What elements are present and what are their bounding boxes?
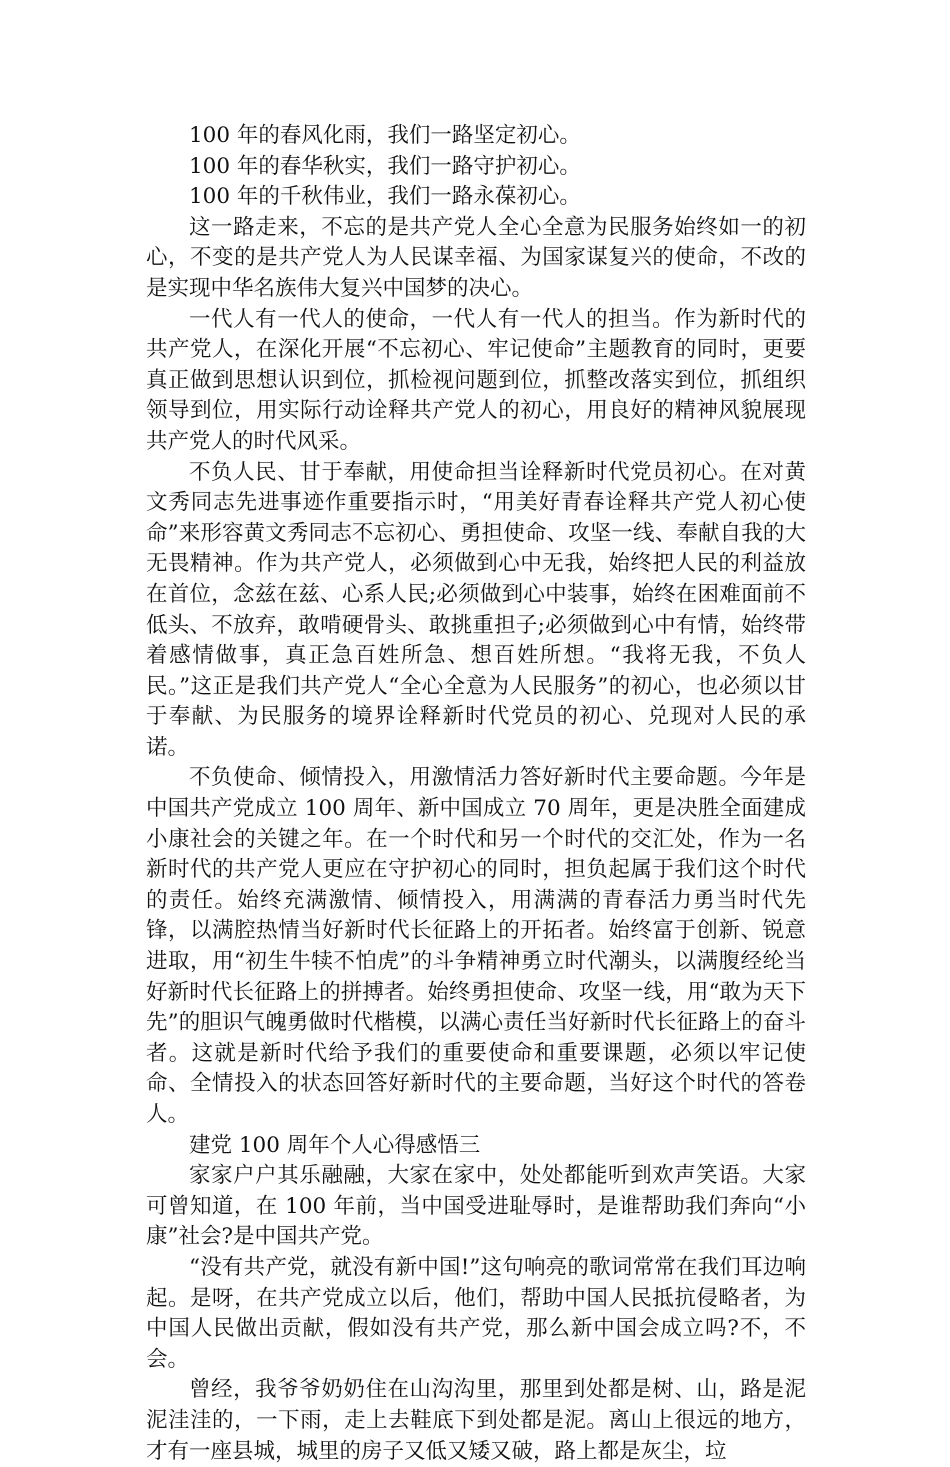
paragraph: 不负使命、倾情投入，用激情活力答好新时代主要命题。今年是中国共产党成立 100 周年、新中国成立 70 周年，更是决胜全面建成小康社会的关键之年。在一个时代和另一个时代的交汇处，作为一名新时代的共产党人更应在守护初心的同时，担负起属于我们这个时代的责任。始终充满激情、倾情投入，用满满的青春活力勇当时代先锋，以满腔热情当好新时代长征路上的开拓者。始终富于创新、锐意进取，用“初生牛犊不怕虎”的斗争精神勇立时代潮头，以满腹经纶当好新时代长征路上的拼搏者。始终勇担使命、攻坚一线，用“敢为天下先”的胆识气魄勇做时代楷模，以满心责任当好新时代长征路上的奋斗者。这就是新时代给予我们的重要使命和重要课题，必须以牢记使命、全情投入的状态回答好新时代的主要命题，当好这个时代的答卷人。 <box>146 765 806 1127</box>
paragraph: 不负人民、甘于奉献，用使命担当诠释新时代党员初心。在对黄文秀同志先进事迹作重要指示时，“用美好青春诠释共产党人初心使命”来形容黄文秀同志不忘初心、勇担使命、攻坚一线、奉献自我的大无畏精神。作为共产党人，必须做到心中无我，始终把人民的利益放在首位，念兹在兹、心系人民;必须做到心中装事，始终在困难面前不低头、不放弃，敢啃硬骨头、敢挑重担子;必须做到心中有情，始终带着感情做事，真正急百姓所急、想百姓所想。“我将无我，不负人民。”这正是我们共产党人“全心全意为人民服务”的初心，也必须以甘于奉献、为民服务的境界诠释新时代党员的初心、兑现对人民的承诺。 <box>146 459 806 760</box>
paragraph: 家家户户其乐融融，大家在家中，处处都能听到欢声笑语。大家可曾知道，在 100 年前，当中国受进耻辱时，是谁帮助我们奔向“小康”社会?是中国共产党。 <box>146 1163 806 1250</box>
section-heading: 建党 100 周年个人心得感悟三 <box>189 1132 481 1158</box>
paragraph: 100 年的千秋伟业，我们一路永葆初心。 <box>189 184 581 210</box>
paragraph: “没有共产党，就没有新中国!”这句响亮的歌词常常在我们耳边响起。是呀，在共产党成立以后，他们，帮助中国人民抵抗侵略者，为中国人民做出贡献，假如没有共产党，那么新中国会成立吗?不，不会。 <box>146 1254 806 1372</box>
paragraph: 这一路走来，不忘的是共产党人全心全意为民服务始终如一的初心，不变的是共产党人为人民谋幸福、为国家谋复兴的使命，不改的是实现中华名族伟大复兴中国梦的决心。 <box>146 214 806 301</box>
paragraph: 一代人有一代人的使命，一代人有一代人的担当。作为新时代的共产党人，在深化开展“不忘初心、牢记使命”主题教育的同时，更要真正做到思想认识到位，抓检视问题到位，抓整改落实到位，抓组织领导到位，用实际行动诠释共产党人的初心，用良好的精神风貌展现共产党人的时代风采。 <box>146 306 806 454</box>
paragraph: 100 年的春风化雨，我们一路坚定初心。 <box>189 123 581 148</box>
document-body <box>146 121 806 1467</box>
paragraph: 曾经，我爷爷奶奶住在山沟沟里，那里到处都是树、山，路是泥泥洼洼的，一下雨，走上去鞋底下到处都是泥。离山上很远的地方，才有一座县城，城里的房子又低又矮又破，路上都是灰尘，垃 <box>146 1377 806 1464</box>
paragraph: 100 年的春华秋实，我们一路守护初心。 <box>189 153 581 179</box>
